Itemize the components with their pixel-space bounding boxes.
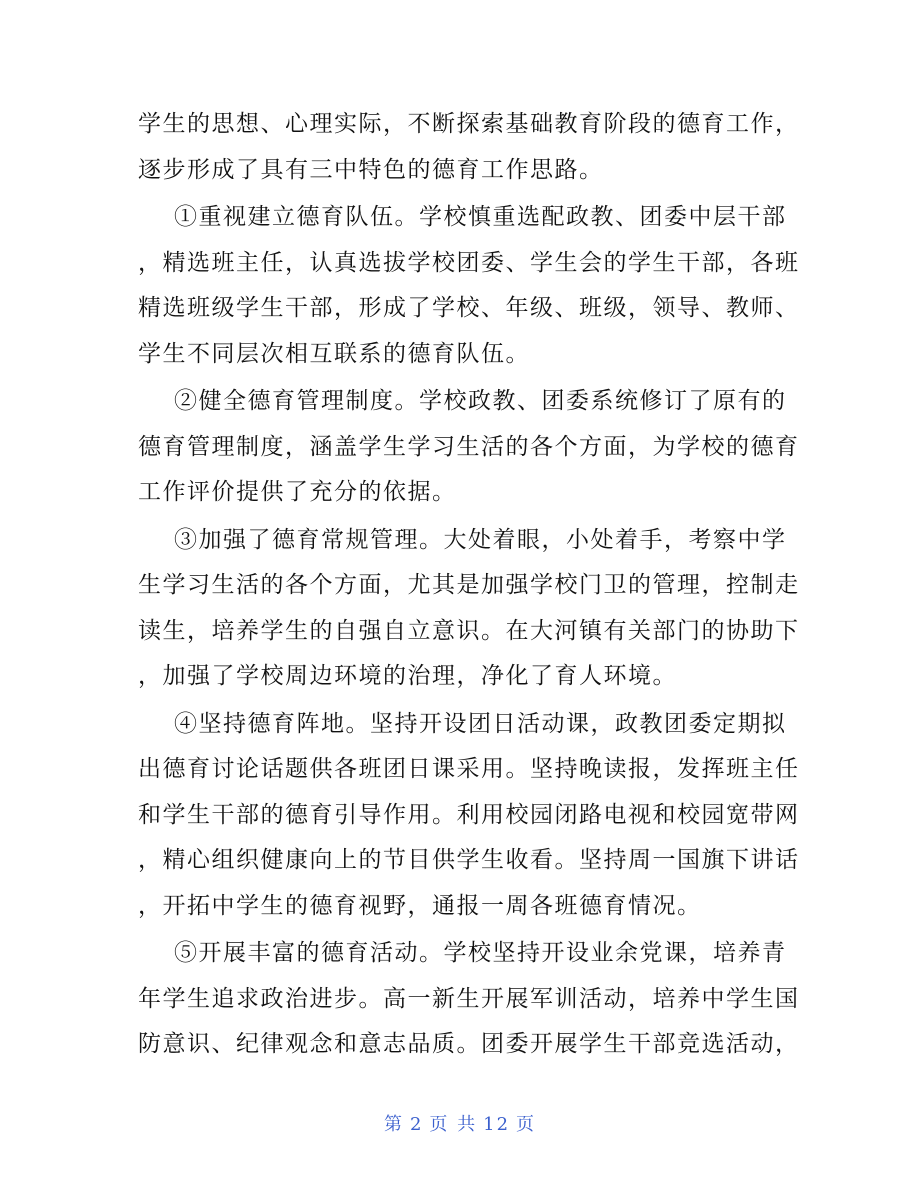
text-line: ③加强了德育常规管理。大处着眼，小处着手，考察中学: [174, 526, 787, 553]
footer-suffix: 页: [516, 1114, 537, 1135]
text-line: ①重视建立德育队伍。学校慎重选配政教、团委中层干部: [174, 204, 787, 230]
text-line: 工作评价提供了充分的依据。: [138, 479, 457, 505]
text-line: ，精心组织健康向上的节目供学生收看。坚持周一国旗下讲话: [138, 847, 800, 873]
page-footer: [0, 1110, 920, 1136]
text-line: 学生不同层次相互联系的德育队伍。: [138, 340, 530, 367]
text-line: 出德育讨论话题供各班团日课采用。坚持晚读报，发挥班主任: [138, 756, 800, 782]
text-line: 生学习生活的各个方面，尤其是加强学校门卫的管理，控制走: [138, 572, 800, 598]
text-line: ，开拓中学生的德育视野，通报一周各班德育情况。: [138, 892, 702, 919]
text-line: 精选班级学生干部，形成了学校、年级、班级，领导、教师、: [138, 295, 800, 321]
footer-middle: 页 共: [429, 1114, 478, 1135]
text-line: ，加强了学校周边环境的治理，净化了育人环境。: [138, 663, 677, 689]
text-line: ②健全德育管理制度。学校政教、团委系统修订了原有的: [174, 388, 787, 414]
text-line: 年学生追求政治进步。高一新生开展军训活动，培养中学生国: [138, 985, 800, 1012]
footer-prefix: 第: [383, 1114, 404, 1135]
text-line: 学生的思想、心理实际，不断探索基础教育阶段的德育工作，: [138, 111, 800, 137]
text-line: ，精选班主任，认真选拔学校团委、学生会的学生干部，各班: [138, 249, 800, 276]
text-line: 防意识、纪律观念和意志品质。团委开展学生干部竞选活动，: [138, 1031, 800, 1057]
text-line: ④坚持德育阵地。坚持开设团日活动课，政教团委定期拟: [174, 710, 787, 737]
document-body: [138, 102, 800, 1068]
text-line: 逐步形成了具有三中特色的德育工作思路。: [138, 156, 604, 183]
text-line: ⑤开展丰富的德育活动。学校坚持开设业余党课，培养青: [174, 940, 787, 966]
text-line: 德育管理制度，涵盖学生学习生活的各个方面，为学校的德育: [138, 433, 800, 460]
footer-total-pages: 12: [483, 1114, 511, 1135]
text-line: 读生，培养学生的自强自立意识。在大河镇有关部门的协助下: [138, 617, 800, 644]
text-line: 和学生干部的德育引导作用。利用校园闭路电视和校园宽带网: [138, 801, 800, 828]
footer-page-number: 2: [409, 1114, 424, 1135]
